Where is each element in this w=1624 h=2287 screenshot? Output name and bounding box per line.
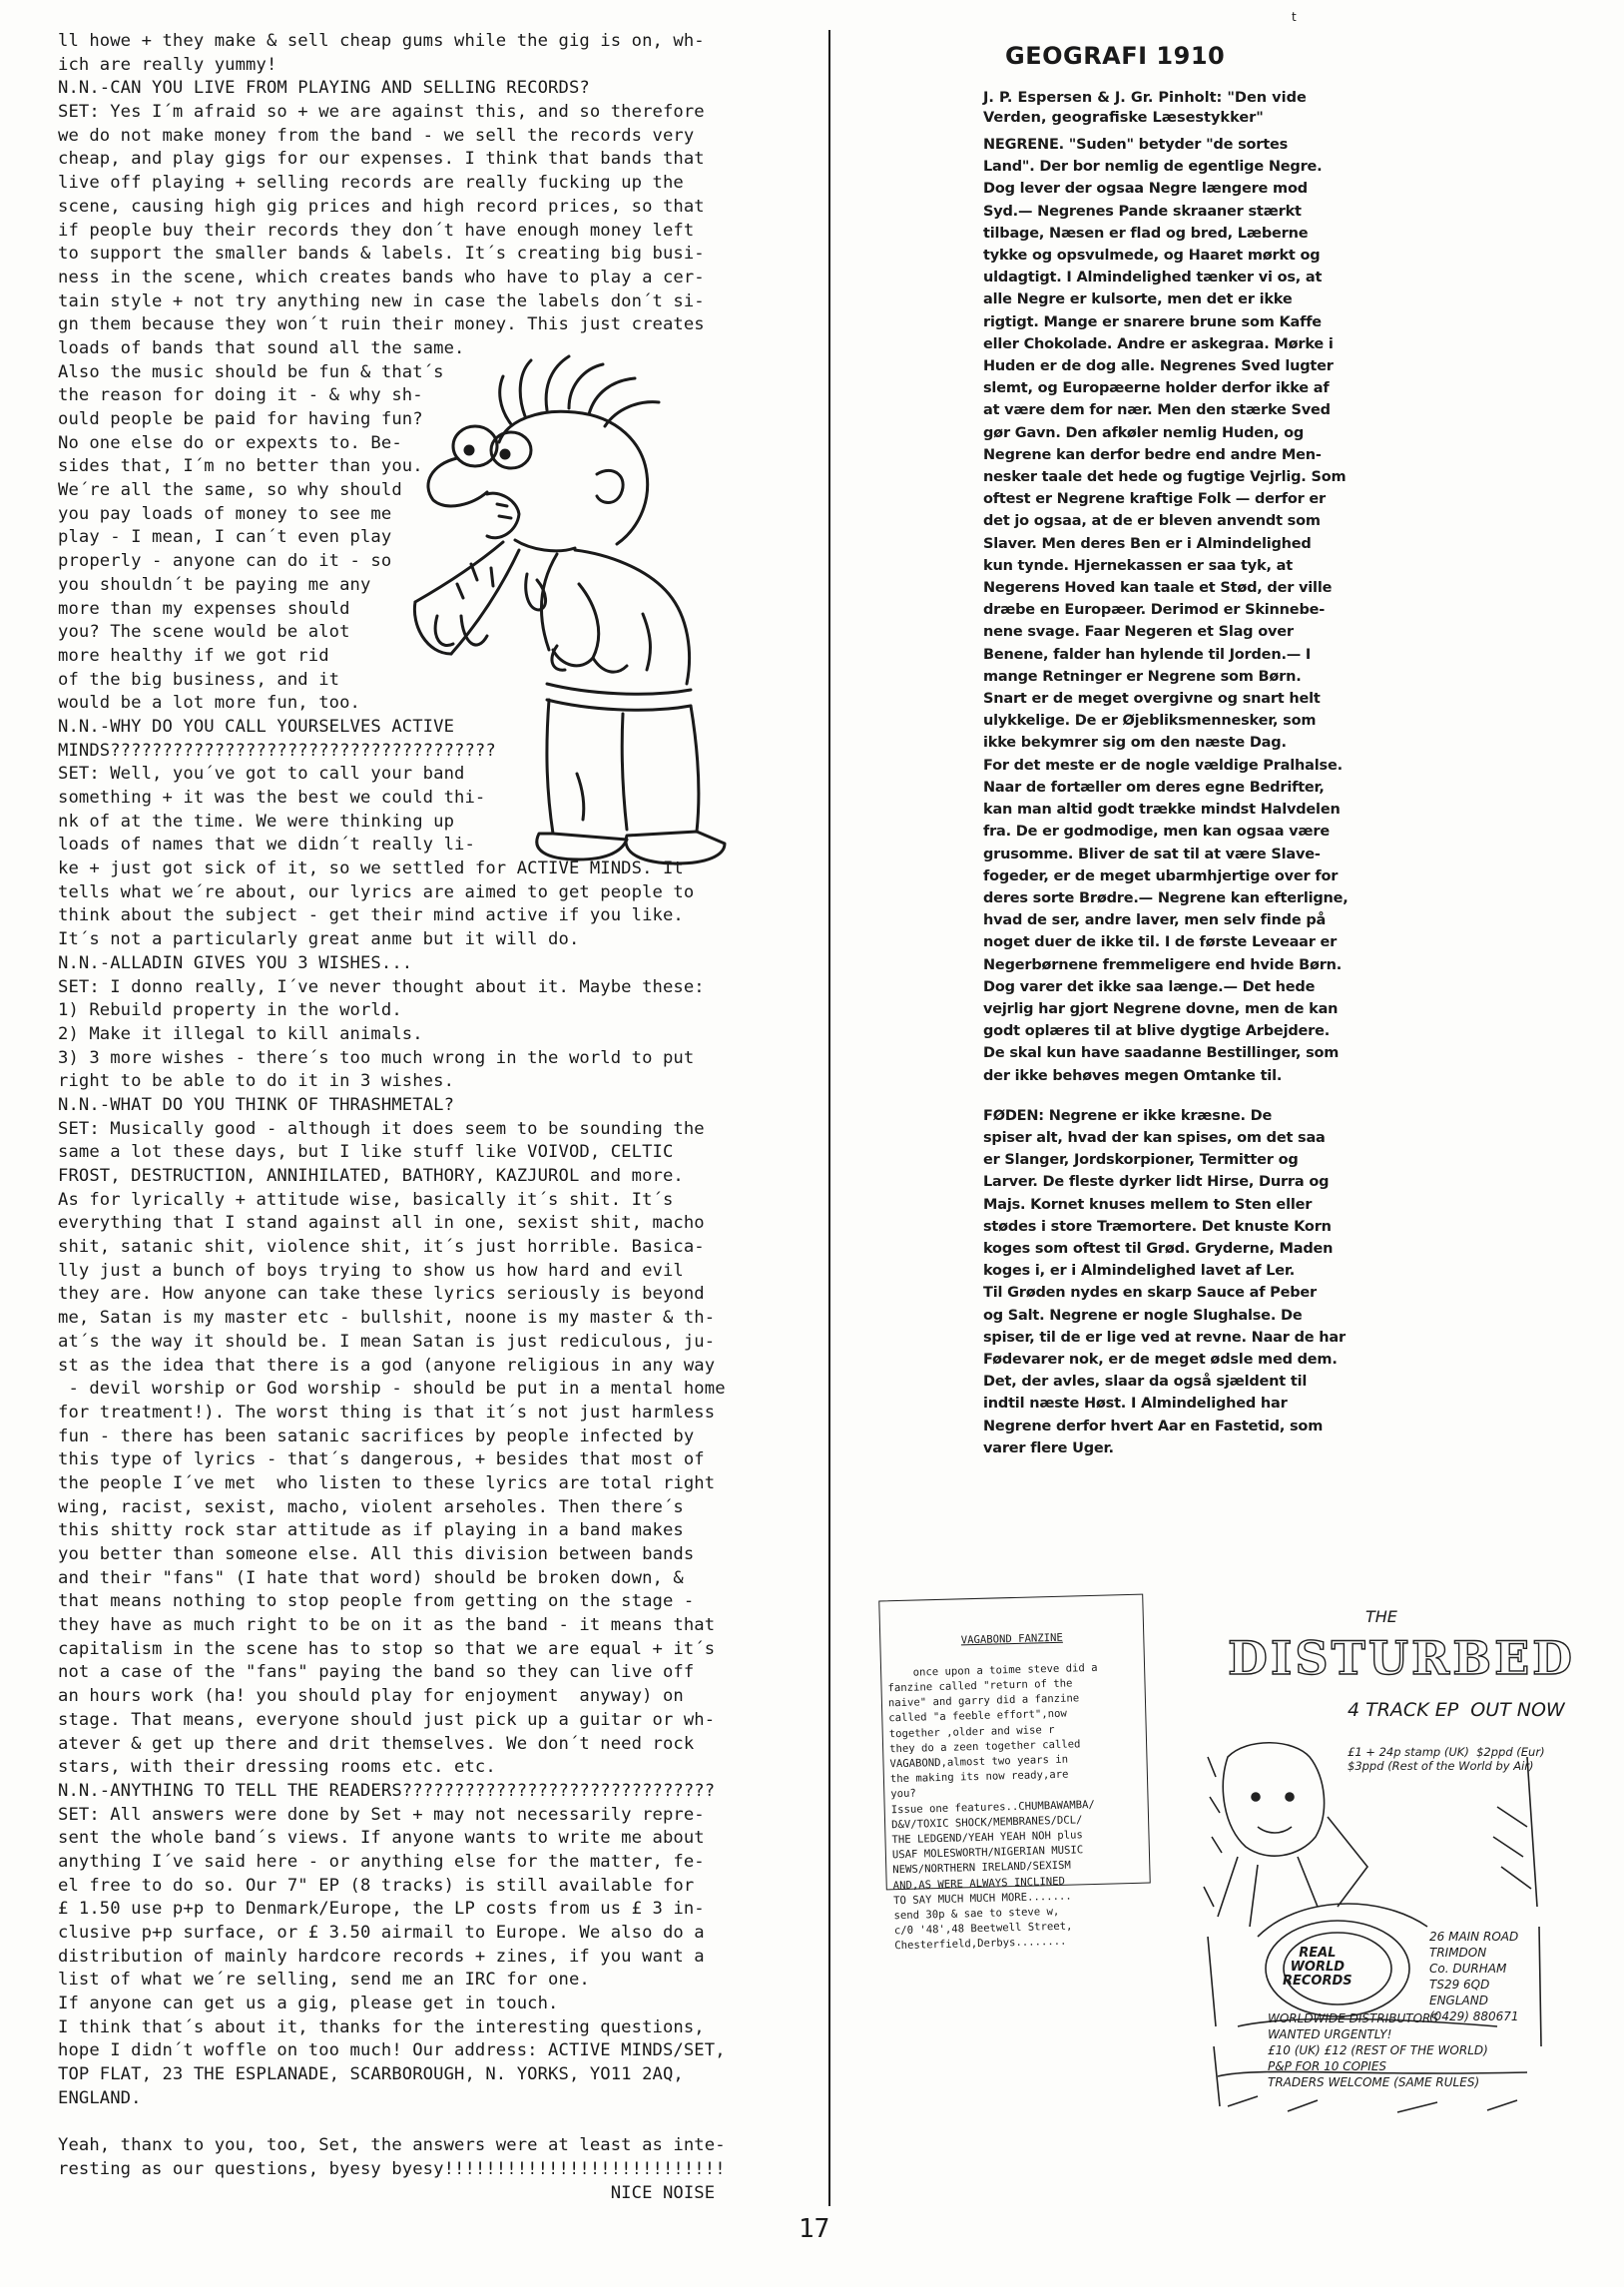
interview-line: the reason for doing it - & why sh- <box>58 385 423 406</box>
interview-line: el free to do so. Our 7" EP (8 tracks) is still available for <box>58 1875 695 1896</box>
interview-line: if people buy their records they don´t have enough money left <box>58 220 695 241</box>
interview-line: ll howe + they make & sell cheap gums while the gig is on, wh- <box>58 31 705 51</box>
flyer-distributors: WORLDWIDE DISTRIBUTORS WANTED URGENTLY! £10 (UK) £12 (REST OF THE WORLD) P&P FOR 10 COPIES TRADERS WELCOME (SAME RULES) <box>1268 2011 1488 2089</box>
interview-line: to support the smaller bands & labels. It´s creating big busi- <box>58 244 705 265</box>
flyer-address: 26 MAIN ROAD TRIMDON Co. DURHAM TS29 6QD ENGLAND (0429) 880671 <box>1429 1930 1519 2023</box>
interview-line: Yeah, thanx to you, too, Set, the answers were at least as inte- <box>58 2135 726 2156</box>
flyer-the: THE <box>1365 1607 1397 1626</box>
interview-line: hope I didn´t woffle on too much! Our address: ACTIVE MINDS/SET, <box>58 2040 726 2061</box>
interview-line: something + it was the best we could thi- <box>58 788 486 808</box>
interview-line <box>58 2111 816 2135</box>
interview-line: SET: I donno really, I´ve never thought about it. Maybe these: <box>58 976 705 997</box>
interview-line: ich are really yummy! <box>58 54 277 75</box>
interview-line: not a case of the "fans" paying the band so they can live off <box>58 1662 695 1683</box>
interview-line: of the big business, and it <box>58 669 340 690</box>
interview-line: more healthy if we got rid <box>58 645 329 666</box>
interview-line: SET: All answers were done by Set + may not necessarily repre- <box>58 1804 705 1825</box>
flyer-ep: 4 TRACK EP OUT NOW <box>1348 1699 1565 1721</box>
interview-line: nk of at the time. We were thinking up <box>58 811 455 832</box>
interview-line: SET: Musically good - although it does seem to be sounding the <box>58 1118 705 1139</box>
interview-line: st as the idea that there is a god (anyone religious in any way <box>58 1355 716 1376</box>
interview-line: It´s not a particularly great anme but it will do. <box>58 929 580 950</box>
interview-line: stage. That means, everyone should just pick up a guitar or wh- <box>58 1709 716 1730</box>
flyer-band-name: DISTURBED <box>1228 1631 1576 1685</box>
interview-line: sides that, I´m no better than you. <box>58 456 423 477</box>
interview-line: tells what we´re about, our lyrics are aimed to get people to <box>58 881 695 902</box>
interview-line: would be a lot more fun, too. <box>58 693 360 714</box>
interview-line: SET: Well, you´ve got to call your band <box>58 764 465 785</box>
interview-line: atever & get up there and drit themselves. We don´t need rock <box>58 1733 695 1754</box>
interview-line: No one else do or expexts to. Be- <box>58 432 402 453</box>
interview-line: that means nothing to stop people from getting on the stage - <box>58 1591 695 1612</box>
interview-line: we do not make money from the band - we sell the records very <box>58 125 695 146</box>
interview-line: ould people be paid for having fun? <box>58 409 423 429</box>
interview-line: N.N.-ANYTHING TO TELL THE READERS?????????????????????????????? <box>58 1780 716 1801</box>
interview-line: N.N.-ALLADIN GIVES YOU 3 WISHES... <box>58 952 413 973</box>
interview-line: ke + just got sick of it, so we settled for ACTIVE MINDS. It <box>58 858 684 879</box>
interview-line: capitalism in the scene has to stop so that we are equal + it´s <box>58 1638 716 1659</box>
interview-line: ENGLAND. <box>58 2087 142 2108</box>
interview-line: resting as our questions, byesy byesy!!!!!!!!!!!!!!!!!!!!!!!!!!! <box>58 2158 726 2179</box>
interview-line: sent the whole band´s views. If anyone wants to write me about <box>58 1828 705 1849</box>
flyer-price: £1 + 24p stamp (UK) $2ppd (Eur) $3ppd (Rest of the World by Air) <box>1348 1745 1545 1773</box>
interview-line: stars, with their dressing rooms etc. etc. <box>58 1757 496 1778</box>
interview-line: play - I mean, I can´t even play <box>58 527 392 548</box>
interview-line: As for lyrically + attitude wise, basically it´s shit. It´s <box>58 1189 674 1210</box>
geografi-paragraph-foden: FØDEN: Negrene er ikke kræsne. De spiser alt, hvad der kan spises, om det saa er Slanger, Jordskorpioner, Termitter og Larver. De fleste dyrker lidt Hirse, Durra og Majs. Kornet knuses mellem to Sten eller stødes i store Træmortere. Det knuste Korn koges som oftest til Grød. Gryderne, Maden koges i, er i Almindelighed lavet af Ler. Til Grøden nydes en skarp Sauce af Peber og Salt. Negrene er nogle Slughalse. De spiser, til de er lige ved at revne. Naar de har Fødevarer nok, er de meget ødsle med dem. Det, der avles, slaar da også sjældent til indtil næste Høst. I Almindelighed har Negrene derfor hvert Aar en Fastetid, som varer flere Uger. <box>983 1107 1346 1456</box>
interview-line: the people I´ve met who listen to these lyrics are total right <box>58 1472 716 1493</box>
interview-line: distribution of mainly hardcore records + zines, if you want a <box>58 1946 705 1967</box>
vagabond-title: VAGABOND FANZINE <box>960 1632 1063 1647</box>
interview-line: SET: Yes I´m afraid so + we are against this, and so therefore <box>58 102 705 123</box>
interview-line: scene, causing high gig prices and high record prices, so that <box>58 196 705 217</box>
interview-line: and their "fans" (I hate that word) should be broken down, & <box>58 1567 684 1588</box>
interview-line: they are. How anyone can take these lyrics seriously is beyond <box>58 1284 705 1305</box>
interview-line: NICE NOISE <box>58 2182 716 2203</box>
interview-line: loads of names that we didn´t really li- <box>58 835 475 856</box>
interview-line: this type of lyrics - that´s dangerous, + besides that most of <box>58 1449 705 1470</box>
interview-line: me, Satan is my master etc - bullshit, noone is my master & th- <box>58 1308 716 1329</box>
interview-line: gn them because they won´t ruin their money. This just creates <box>58 314 705 335</box>
interview-line: cheap, and play gigs for our expenses. I think that bands that <box>58 149 705 170</box>
interview-line: clusive p+p surface, or £ 3.50 airmail to Europe. We also do a <box>58 1923 705 1943</box>
corner-mark: t <box>1292 10 1297 24</box>
geografi-title: GEOGRAFI 1910 <box>1005 42 1226 70</box>
interview-line: - devil worship or God worship - should be put in a mental home <box>58 1379 726 1400</box>
interview-line: this shitty rock star attitude as if playing in a band makes <box>58 1520 684 1541</box>
interview-line: at´s the way it should be. I mean Satan is just rediculous, ju- <box>58 1331 716 1352</box>
disturbed-flyer <box>1198 1607 1576 2126</box>
interview-line: an hours work (ha! you should play for enjoyment anyway) on <box>58 1686 684 1707</box>
interview-line: If anyone can get us a gig, please get in touch. <box>58 1994 559 2014</box>
geografi-article <box>983 42 1437 1459</box>
interview-line: loads of bands that sound all the same. <box>58 337 465 358</box>
interview-line: properly - anyone can do it - so <box>58 551 392 572</box>
interview-line: same a lot these days, but I like stuff like VOIVOD, CELTIC <box>58 1142 674 1163</box>
interview-line: more than my expenses should <box>58 598 350 619</box>
interview-line: everything that I stand against all in one, sexist shit, macho <box>58 1213 705 1234</box>
interview-line: Also the music should be fun & that´s <box>58 361 444 382</box>
interview-line: live off playing + selling records are really fucking up the <box>58 173 684 194</box>
geografi-paragraph-negrene: NEGRENE. "Suden" betyder "de sortes Land". Der bor nemlig de egentlige Negre. Dog lever der ogsaa Negre længere mod Syd.— Negrenes Pande skraaner stærkt tilbage, Næsen er flad og bred, Læberne tykke og opsvulmede, og Haaret mørkt og uldagtigt. I Almindelighed tænker vi os, at alle Negre er kulsorte, men det er ikke rigtigt. Mange er snarere brune som Kaffe eller Chokolade. Andre er askegraa. Mørke i Huden er de dog alle. Negrenes Sved lugter slemt, og Europæerne holder derfor ikke af at være dem for nær. Men den stærke Sved gør Gavn. Den afkøler nemlig Huden, og Negrene kan derfor bedre end andre Men- nesker taale det hede og fugtige Vejrlig. Som oftest er Negrene kraftige Folk — derfor er det jo ogsaa, at de er bleven anvendt som Slaver. Men deres Ben er i Almindelighed kun tynde. Hjernekassen er saa tyk, at Negerens Hoved kan taale et Stød, der ville dræbe en Europæer. Derimod er Skinnebe- nene svage. Faar Negeren et Slag over Benene, falder han hylende til Jorden.— I mange Retninger er Negrene som Børn. Snart er de meget overgivne og snart helt ulykkelige. De er Øjebliksmennesker, som ikke bekymrer sig om den næste Dag. For det meste er de nogle vældige Pralhalse. Naar de fortæller om deres egne Bedrifter, kan man altid godt trække mindst Halvdelen fra. De er godmodige, men kan ogsaa være grusomme. Bliver de sat til at være Slave- fogeder, er de meget ubarmhjertige over for deres sorte Brødre.— Negrene kan efterligne, hvad de ser, andre laver, men selv finde på noget duer de ikke til. I de første Leveaar er Negerbørnene fremmeligere end hvide Børn. Dog varer det ikke saa længe.— Det hede vejrlig har gjort Negrene dovne, men de kan godt oplæres til at blive dygtige Arbejdere. De skal kun have saadanne Bestillinger, som der ikke behøves megen Omtanke til. <box>983 137 1349 1084</box>
interview-line: you shouldn´t be paying me any <box>58 574 371 595</box>
interview-line: I think that´s about it, thanks for the interesting questions, <box>58 2016 705 2037</box>
interview-line: ness in the scene, which creates bands who have to play a cer- <box>58 267 705 287</box>
interview-line: 1) Rebuild property in the world. <box>58 1000 402 1021</box>
interview-line: tain style + not try anything new in case the labels don´t si- <box>58 290 705 311</box>
flyer-label: REAL WORLD RECORDS <box>1283 1946 1353 1989</box>
interview-line: N.N.-WHY DO YOU CALL YOURSELVES ACTIVE <box>58 716 455 737</box>
cartoon-illustration <box>407 354 807 873</box>
interview-line: FROST, DESTRUCTION, ANNIHILATED, BATHORY, KAZJUROL and more. <box>58 1166 684 1186</box>
vagabond-text: once upon a toime steve did a fanzine called "return of the naive" and garry did a fanzine called "a feeble effort",now together ,older and wise r they do a zeen together called VAGABOND,almost two years in the making its now ready,are you? Issue one features..CHUMBAWAMBA/ D&V/TOXIC SHOCK/MEMBRANES/DCL/ THE LEDGEND/YEAH YEAH NOH plus USAF MOLESWORTH/NIGERIAN MUSIC NEWS/NORTHERN IRELAND/SEXISM AND,AS WERE ALWAYS INCLINED TO SAY MUCH MUCH MORE....... send 30p & sae to steve w, c/0 '48',48 Beetwell Street, Chesterfield,Derbys........ <box>887 1661 1098 1953</box>
interview-line: anything I´ve said here - or anything else for the matter, fe- <box>58 1851 705 1872</box>
interview-line: 2) Make it illegal to kill animals. <box>58 1023 423 1044</box>
interview-line: for treatment!). The worst thing is that it´s not just harmless <box>58 1402 716 1423</box>
geografi-author: J. P. Espersen & J. Gr. Pinholt: "Den vide Verden, geografiske Læsestykker" <box>983 90 1307 126</box>
interview-line: they have as much right to be on it as the band - it means that <box>58 1615 716 1636</box>
interview-line: you pay loads of money to see me <box>58 503 392 524</box>
interview-line: right to be able to do it in 3 wishes. <box>58 1071 455 1092</box>
interview-line: 3) 3 more wishes - there´s too much wrong in the world to put <box>58 1047 695 1068</box>
interview-line: We´re all the same, so why should <box>58 480 402 501</box>
vagabond-fanzine-ad <box>878 1594 1151 1953</box>
interview-line: N.N.-WHAT DO YOU THINK OF THRASHMETAL? <box>58 1094 455 1115</box>
interview-line: you better than someone else. All this division between bands <box>58 1544 695 1564</box>
interview-line: MINDS????????????????????????????????????? <box>58 740 496 761</box>
interview-line: lly just a bunch of boys trying to show us how hard and evil <box>58 1260 684 1281</box>
interview-line: N.N.-CAN YOU LIVE FROM PLAYING AND SELLING RECORDS? <box>58 78 590 99</box>
page-number: 17 <box>799 2214 830 2244</box>
interview-line: you? The scene would be alot <box>58 622 350 643</box>
interview-line: list of what we´re selling, send me an IRC for one. <box>58 1970 590 1991</box>
interview-line: TOP FLAT, 23 THE ESPLANADE, SCARBOROUGH, N. YORKS, YO11 2AQ, <box>58 2064 684 2085</box>
interview-line: £ 1.50 use p+p to Denmark/Europe, the LP costs from us £ 3 in- <box>58 1899 705 1920</box>
interview-line: think about the subject - get their mind active if you like. <box>58 905 684 926</box>
interview-line: shit, satanic shit, violence shit, it´s just horrible. Basica- <box>58 1237 705 1258</box>
column-divider <box>828 30 830 2206</box>
interview-line: wing, racist, sexist, macho, violent arseholes. Then there´s <box>58 1496 684 1517</box>
interview-line: fun - there has been satanic sacrifices by people infected by <box>58 1426 695 1446</box>
